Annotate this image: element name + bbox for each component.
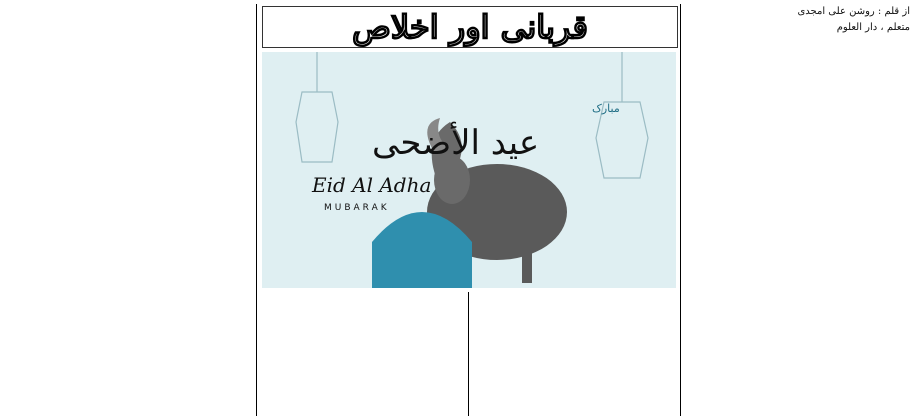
eid-subtitle-text: MUBARAK: [324, 203, 390, 213]
article-column-4: [684, 48, 910, 416]
article-column-3: [472, 292, 676, 416]
article-column-1: [0, 4, 252, 416]
eid-arabic-text: عيد الأضحى: [372, 123, 540, 163]
eid-ribbon-text: مبارک: [592, 102, 620, 115]
eid-adha-graphic: [262, 52, 676, 288]
author-affiliation: متعلم ، دار العلوم: [836, 22, 910, 33]
page-title: قربانی اور اخلاص: [352, 8, 588, 46]
column-divider: [680, 4, 681, 416]
byline: [682, 4, 910, 44]
column-divider: [256, 4, 257, 416]
article-column-2: [262, 292, 464, 416]
eid-illustration: [262, 52, 676, 288]
headline-box: [262, 6, 678, 48]
column-divider: [468, 292, 469, 416]
eid-latin-text: Eid Al Adha: [312, 173, 432, 197]
author-name: از قلم : روشن علی امجدی: [797, 6, 910, 17]
